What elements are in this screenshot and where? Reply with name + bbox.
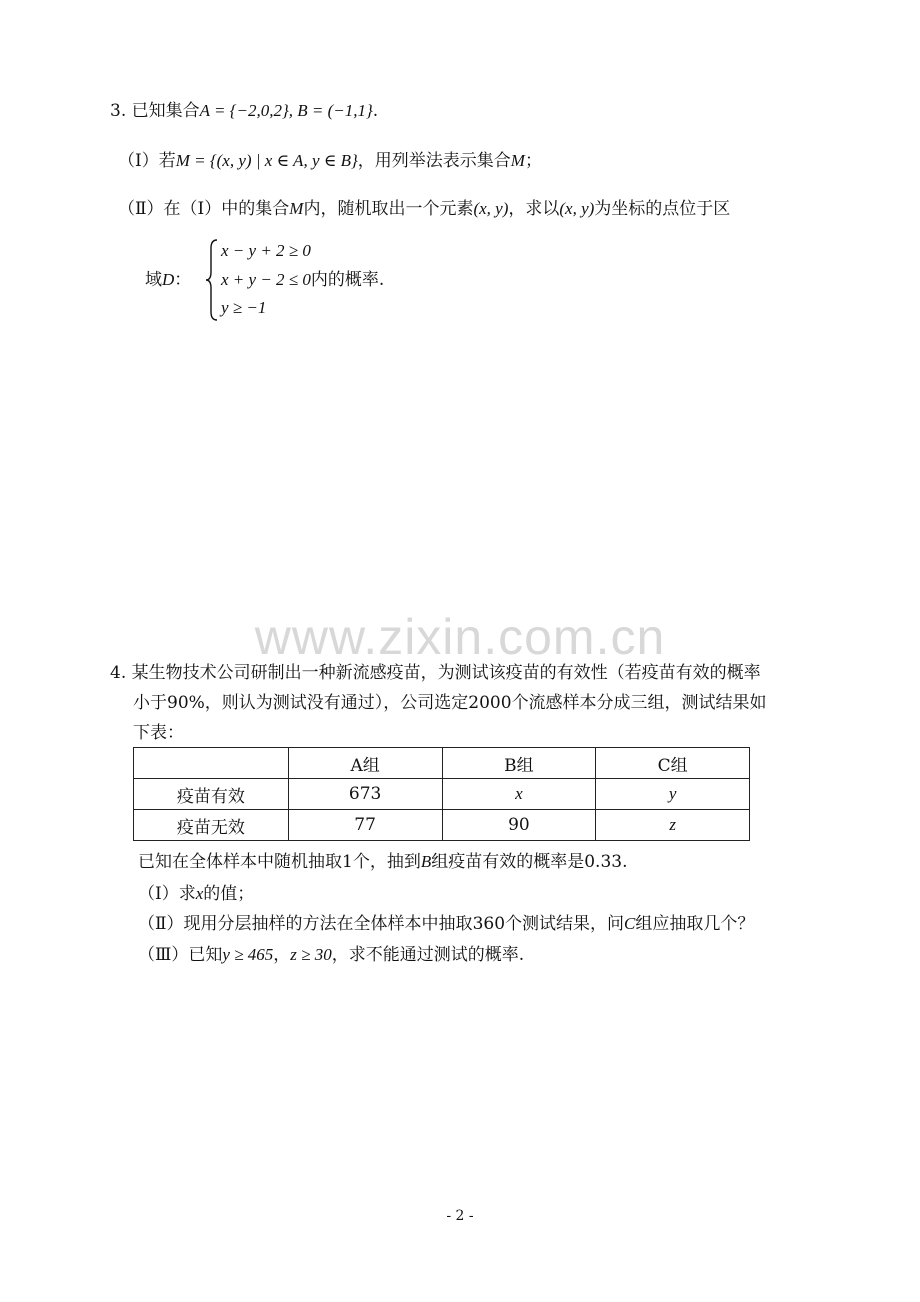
- q4-given-p: 0.33: [584, 852, 623, 872]
- q4-line2: [133, 692, 767, 714]
- q3-part2-text-c: ，求以: [508, 199, 560, 219]
- q3-ineq-1: x − y + 2 ≥ 0: [221, 241, 311, 260]
- q3-part1: [118, 150, 542, 172]
- q3-part1-text: ，用列举法表示集合: [357, 151, 511, 171]
- table-cell: 疫苗有效: [134, 779, 289, 810]
- q3-part2-text-b: 内，随机取出一个元素: [303, 199, 474, 219]
- q3-domain-d: D: [162, 270, 175, 289]
- q3-part2: [118, 198, 730, 220]
- q4-sub2-n: 360: [472, 914, 506, 934]
- q4-given-c: 组疫苗有效的概率是: [431, 852, 585, 872]
- q4-line2-a: 小于: [133, 693, 167, 713]
- q4-line2-n: 2000: [468, 693, 512, 713]
- table-header-row: [134, 748, 750, 779]
- q4-sub1-a: （Ⅰ）求: [138, 884, 196, 904]
- q4-given-end: .: [622, 852, 628, 872]
- q4-given: [138, 851, 627, 873]
- q3-ineq-3: y ≥ −1: [221, 298, 267, 317]
- table-row: [134, 779, 750, 810]
- table-cell: 673: [288, 779, 442, 810]
- q4-line2-pct: 90%: [167, 693, 205, 713]
- q4-line1: 4. 某生物技术公司研制出一种新流感疫苗，为测试该疫苗的有效性（若疫苗有效的概率: [110, 663, 761, 683]
- q3-stem-text: 3. 已知集合: [110, 101, 200, 121]
- q3-part1-label: （Ⅰ）若: [118, 151, 176, 171]
- q4-sub2-group: C: [624, 914, 636, 933]
- q3-domain-system: [145, 238, 565, 322]
- q3-domain-colon: ：: [174, 270, 192, 290]
- q4-sub1-x: x: [195, 884, 204, 903]
- q4-line2-c: 个流感样本分成三组，测试结果如: [511, 693, 767, 713]
- q3-part1-end: ；: [524, 151, 542, 171]
- q3-part1-set: M: [510, 151, 525, 170]
- table-cell: z: [596, 810, 750, 841]
- q4-sub3-c: ，求不能通过测试的概率.: [331, 945, 525, 965]
- page-number: - 2 -: [446, 1208, 474, 1224]
- q3-system-suffix: 内的概率.: [310, 270, 385, 290]
- q4-given-a: 已知在全体样本中随机抽取: [138, 852, 342, 872]
- q4-sub1: [138, 883, 254, 905]
- q3-part2-set: M: [289, 199, 304, 218]
- q3-ineq-2: x + y − 2 ≤ 0: [221, 270, 311, 289]
- q4-sub3: [138, 944, 524, 966]
- q4-sub2: [138, 913, 754, 935]
- q4-sub1-b: 的值；: [203, 884, 255, 904]
- q3-part1-math: M = {(x, y) | x ∈ A, y ∈ B}: [175, 151, 358, 170]
- table-cell: x: [442, 779, 596, 810]
- q4-given-n: 1: [342, 852, 353, 872]
- table-row: [134, 810, 750, 841]
- q4-sub2-a: （Ⅱ）现用分层抽样的方法在全体样本中抽取: [138, 914, 473, 934]
- table-cell: 77: [288, 810, 442, 841]
- q4-sub2-c: 组应抽取几个？: [635, 914, 755, 934]
- results-table: [133, 747, 750, 841]
- q3-part2-elem: (x, y): [473, 199, 509, 218]
- q4-line3: 下表：: [133, 723, 184, 743]
- q4-line2-b: ，则认为测试没有通过），公司选定: [204, 693, 469, 713]
- q3-domain-label: [145, 269, 191, 291]
- table-cell: 疫苗无效: [134, 810, 289, 841]
- table-cell: y: [596, 779, 750, 810]
- table-header-cell: B组: [442, 748, 596, 779]
- q3-stem: [110, 100, 378, 122]
- q4-sub3-a: （Ⅲ）已知: [138, 945, 223, 965]
- q3-ineq-2-row: [221, 269, 384, 291]
- q4-sub3-y: y ≥ 465: [222, 945, 274, 964]
- left-brace-icon: [205, 238, 219, 322]
- q4-sub3-z: z ≥ 30: [290, 945, 332, 964]
- table-cell: 90: [442, 810, 596, 841]
- q4-sub2-b: 个测试结果，问: [505, 914, 625, 934]
- table-header-cell: [134, 748, 289, 779]
- q3-part2-text-d: 为坐标的点位于区: [594, 199, 731, 219]
- q3-stem-math: A = {−2,0,2}, B = (−1,1}: [199, 101, 373, 120]
- q4-given-b: 个，抽到: [352, 852, 421, 872]
- q4-sub3-b: ，: [273, 945, 291, 965]
- table-header-cell: C组: [596, 748, 750, 779]
- watermark: www.zixin.com.cn: [254, 609, 666, 665]
- q3-part2-elem2: (x, y): [559, 199, 595, 218]
- q3-domain-word: 域: [145, 270, 162, 290]
- table-header-cell: A组: [288, 748, 442, 779]
- q3-stem-end: .: [372, 101, 379, 121]
- q3-part2-label: （Ⅱ）在（Ⅰ）中的集合: [118, 199, 290, 219]
- q4-given-group: B: [420, 852, 432, 871]
